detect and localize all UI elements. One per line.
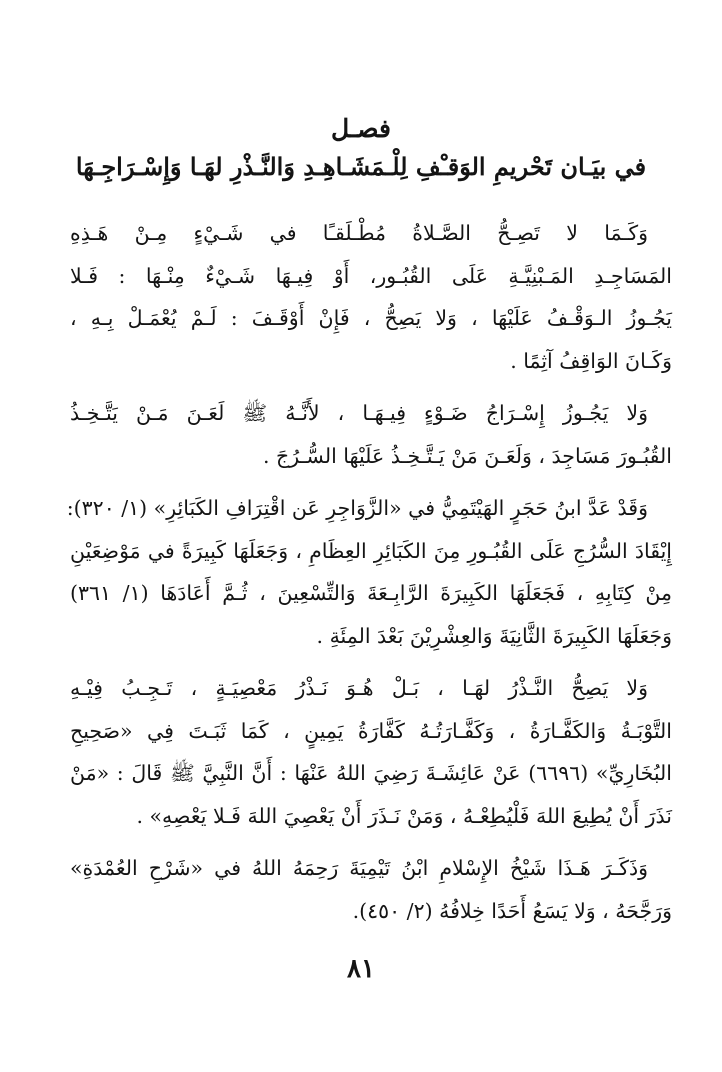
paragraph-ibn-taymiyya: [70, 847, 672, 932]
text-line: القُبُـورَ مَسَاجِدَ ، وَلَعَـنَ مَنْ يَـتَّـخِـذُ عَلَيْهَا السُّـرُجَ .: [262, 443, 672, 468]
paragraph-haytami: [66, 487, 672, 657]
text-line: وَذَكَـرَ هَـذَا شَيْخُ الإِسْلامِ ابْنُ تَيْمِيَةَ رَحِمَهُ اللهُ في «شَرْحِ العُمْدَةِ»: [70, 856, 648, 880]
text-line: يَجُـوزُ الـوَقْـفُ عَلَيْهَا ، وَلا يَصِحُّ ، فَإِنْ أَوْقَـفَ : لَـمْ يُعْمَـلْ بِـهِ ،: [70, 306, 672, 330]
text-line: المَسَاجِـدِ المَـبْنِيَّـةِ عَلَى القُبُـور، أَوْ فِيـهَا شَـيْءٌ مِنْـهَا : فَـلا: [70, 263, 672, 288]
body-text: [66, 212, 672, 942]
section-subtitle: في بيَـان تَحْريمِ الوَقـْفِ لِلْـمَشَـاهِـدِ وَالنَّـذْرِ لهَـا وَإِسْـرَاجِـهَا: [75, 152, 647, 181]
section-title: فصـل: [331, 114, 391, 143]
paragraph-vow: [70, 667, 672, 837]
text-line: وَجَعَلَهَا الكَبِيرَةَ الثَّانِيَةَ وَالعِشْرِيْنَ بَعْدَ المِئَةِ .: [316, 623, 672, 648]
text-line: البُخَارِيِّ» (٦٦٩٦) عَنْ عَائِشَـةَ رَضِيَ اللهُ عَنْهَا : أَنَّ النَّبِيَّ ﷺ قَالَ : «مَنْ: [70, 761, 672, 785]
paragraph-waqf: [70, 212, 672, 382]
text-line: وَرَجَّحَهُ ، وَلا يَسَعُ أَحَدًا خِلافُهُ (٢/ ٤٥٠).: [352, 898, 672, 923]
text-line: مِنْ كِتَابِهِ ، فَجَعَلَهَا الكَبِيرَةَ الرَّابِـعَةَ وَالتِّسْعِينَ ، ثُـمَّ أَعَادَهَا (١/ ٣٦١): [70, 581, 672, 605]
text-line: وَقَدْ عَدَّ ابنُ حَجَرٍ الهَيْتَمِيُّ في «الزَّوَاجِرِ عَن اقْتِرَافِ الكَبَائِرِ» (١/ ٣٢٠):: [66, 496, 648, 520]
text-line: وَكَـانَ الوَاقِفُ آثِمًا .: [510, 348, 672, 373]
paragraph-lamps: [70, 392, 672, 477]
text-line: وَكَـمَا لا تَصِـحُّ الصَّـلاةُ مُطْـلَقـًا في شَـيْءٍ مِـنْ هَـذِهِ: [70, 221, 648, 245]
text-line: التَّوْبَـةُ وَالكَفَّـارَةُ ، وَكَفَّـارَتُـهُ كَفَّارَةُ يَمِينٍ ، كَمَا ثَبَـتَ فِي «صَحِيحِ: [70, 718, 672, 743]
text-line: وَلا يَصِحُّ النَّـذْرُ لهَـا ، بَـلْ هُـوَ نَـذْرُ مَعْصِيَـةٍ ، تَـجِـبُ فِيْـهِ: [70, 676, 648, 700]
text-line: نَذَرَ أَنْ يُطِيعَ اللهَ فَلْيُطِعْـهُ ، وَمَنْ نَـذَرَ أَنْ يَعْصِيَ اللهَ فَـلا يَعْصِهِ» .: [136, 803, 672, 828]
text-line: وَلا يَجُـوزُ إِسْـرَاجُ ضَـوْءٍ فِيـهَـا ، لأَنَّـهُ ﷺ لَعَـنَ مَـنْ يَتَّـخِـذُ: [70, 401, 648, 425]
page-number: ٨١: [347, 954, 375, 984]
text-line: إِيْقَادَ السُّرُجِ عَلَى القُبُـورِ مِنَ الكَبَائِرِ العِظَامِ ، وَجَعَلَهَا كَبِيرَةً في مَوْضِعَيْنِ: [70, 538, 672, 563]
